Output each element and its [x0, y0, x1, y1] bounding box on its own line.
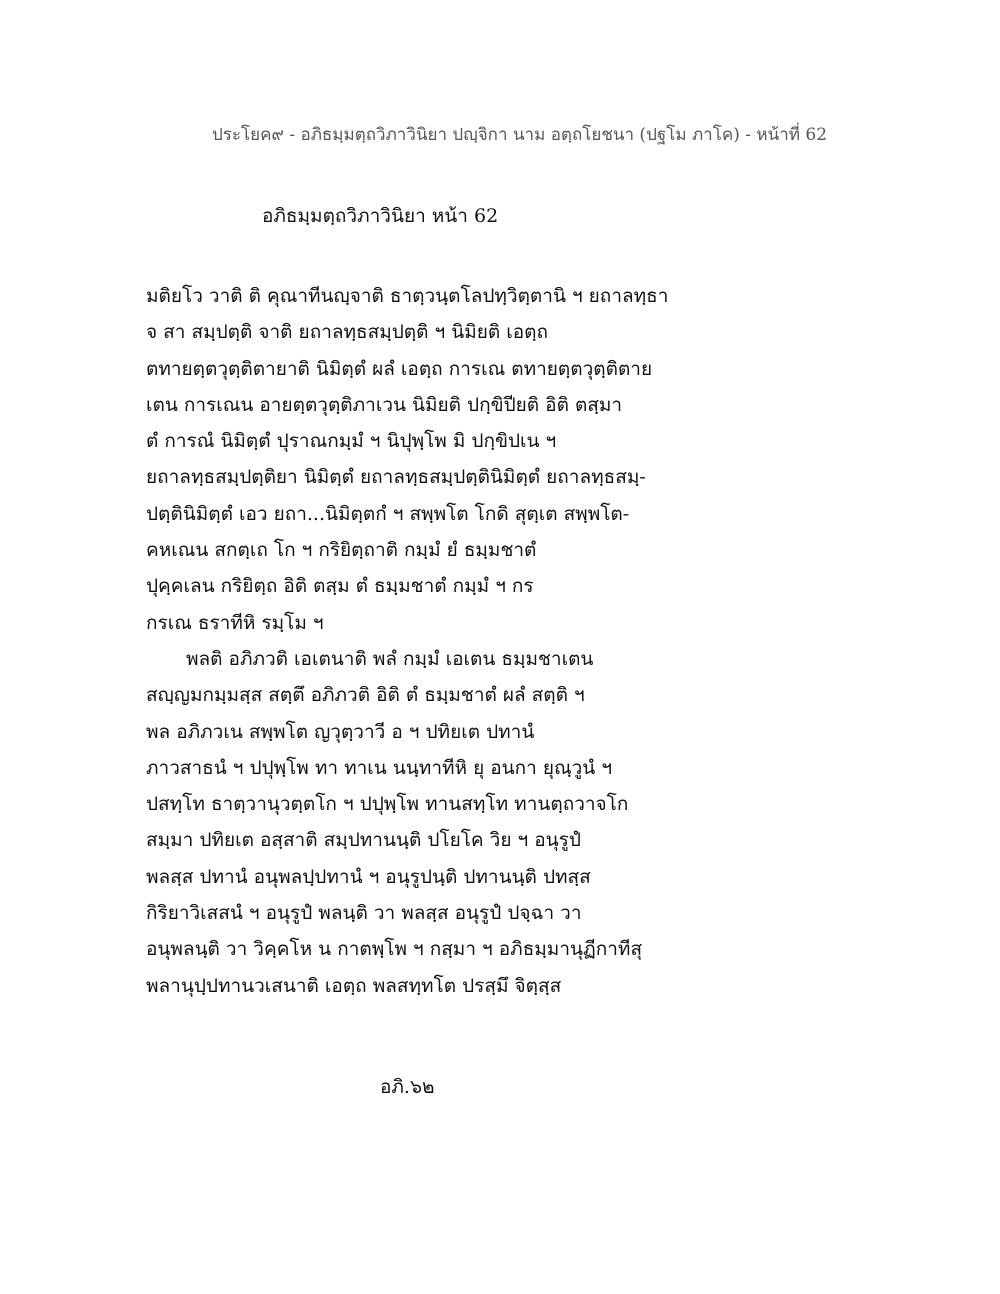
page-footer-marker: อภิ.๖๒: [380, 1076, 435, 1098]
page-heading: อภิธมฺมตฺถวิภาวินิยา หน้า 62: [262, 205, 499, 227]
text-line: พลานุปฺปทานวเสนาติ เอตฺถ พลสทฺทโต ปรสฺมึ จิตฺสฺส: [146, 974, 562, 997]
text-line: ตทายตฺตวุตฺติตายาติ นิมิตฺตํ ผลํ เอตฺถ การเณ ตทายตฺตวุตฺติตาย: [146, 357, 653, 380]
text-line: ปสทฺโท ธาตฺวานุวตฺตโก ฯ ปปุพฺโพ ทานสทฺโท ทานตฺถวาจโก: [146, 793, 629, 816]
text-line: เตน การเณน อายตฺตวุตฺติภาเวน นิมิยติ ปกฺขิปียติ อิติ ตสฺมา: [146, 393, 623, 416]
text-line: ภาวสาธนํ ฯ ปปุพฺโพ ทา ทาเน นนฺทาทีหิ ยุ อนกา ยุณฺวูนํ ฯ: [146, 756, 612, 779]
text-line: ตํ การณํ นิมิตฺตํ ปุราณกมฺมํ ฯ นิปุพฺโพ มิ ปกฺขิปเน ฯ: [146, 430, 557, 453]
text-line: สมฺมา ปทิยเต อสฺสาติ สมฺปทานนฺติ ปโยโค วิย ฯ อนุรูปํ: [146, 829, 581, 852]
text-line: กรเณ ธราทีหิ รมฺโม ฯ: [146, 611, 324, 634]
text-line: พล อภิภวเน สพฺพโต ญวุตฺวาวี อ ฯ ปทิยเต ปทานํ: [146, 720, 535, 743]
paragraph-first-line: พลติ อภิภวติ เอเตนาติ พลํ กมฺมํ เอเตน ธมฺมชาเตน: [186, 647, 594, 670]
text-line: ปุคฺคเลน กริยิตฺถ อิติ ตสฺม ตํ ธมฺมชาตํ กมฺมํ ฯ กร: [146, 575, 534, 598]
text-line: จ สา สมฺปตฺติ จาติ ยถาลทฺธสมฺปตฺติ ฯ นิมิยติ เอตฺถ: [146, 321, 549, 344]
text-line: มติยโว วาติ ติ คุณาทีนญฺจาติ ธาตฺวนฺตโลปทฺวิตฺตานิ ฯ ยถาลทฺธา: [146, 285, 669, 307]
text-line: อนุพลนฺติ วา วิคฺคโห น กาตพฺโพ ฯ กสฺมา ฯ อภิธมฺมานุฏีกาทีสุ: [146, 938, 643, 961]
running-header: ประโยค๙ - อภิธมฺมตฺถวิภาวินิยา ปญฺจิกา นาม อตฺถโยชนา (ปฐโม ภาโค) - หน้าที่ 62: [212, 125, 828, 145]
text-line: พลสฺส ปทานํ อนุพลปฺปทานํ ฯ อนุรูปนฺติ ปทานนฺติ ปทสฺส: [146, 865, 591, 888]
text-line: คหเณน สกตฺเถ โก ฯ กริยิตฺถาติ กมฺมํ ยํ ธมฺมชาตํ: [146, 539, 537, 562]
text-line: ปตฺตินิมิตฺตํ เอว ยถา...นิมิตฺตกํ ฯ สพฺพโต โกดิ สุตฺเต สพฺพโต-: [146, 502, 630, 525]
text-line: สญฺญมกมฺมสฺส สตฺตึ อภิภวติ อิติ ตํ ธมฺมชาตํ ผลํ สตฺติ ฯ: [146, 684, 585, 707]
text-line: ยถาลทฺธสมฺปตฺติยา นิมิตฺตํ ยถาลทฺธสมฺปตฺตินิมิตฺตํ ยถาลทฺธสมฺ-: [146, 466, 646, 489]
text-line: กิริยาวิเสสนํ ฯ อนุรูปํ พลนฺติ วา พลสฺส อนุรูปํ ปจฺฉา วา: [146, 902, 582, 925]
body-text: [146, 278, 706, 1004]
